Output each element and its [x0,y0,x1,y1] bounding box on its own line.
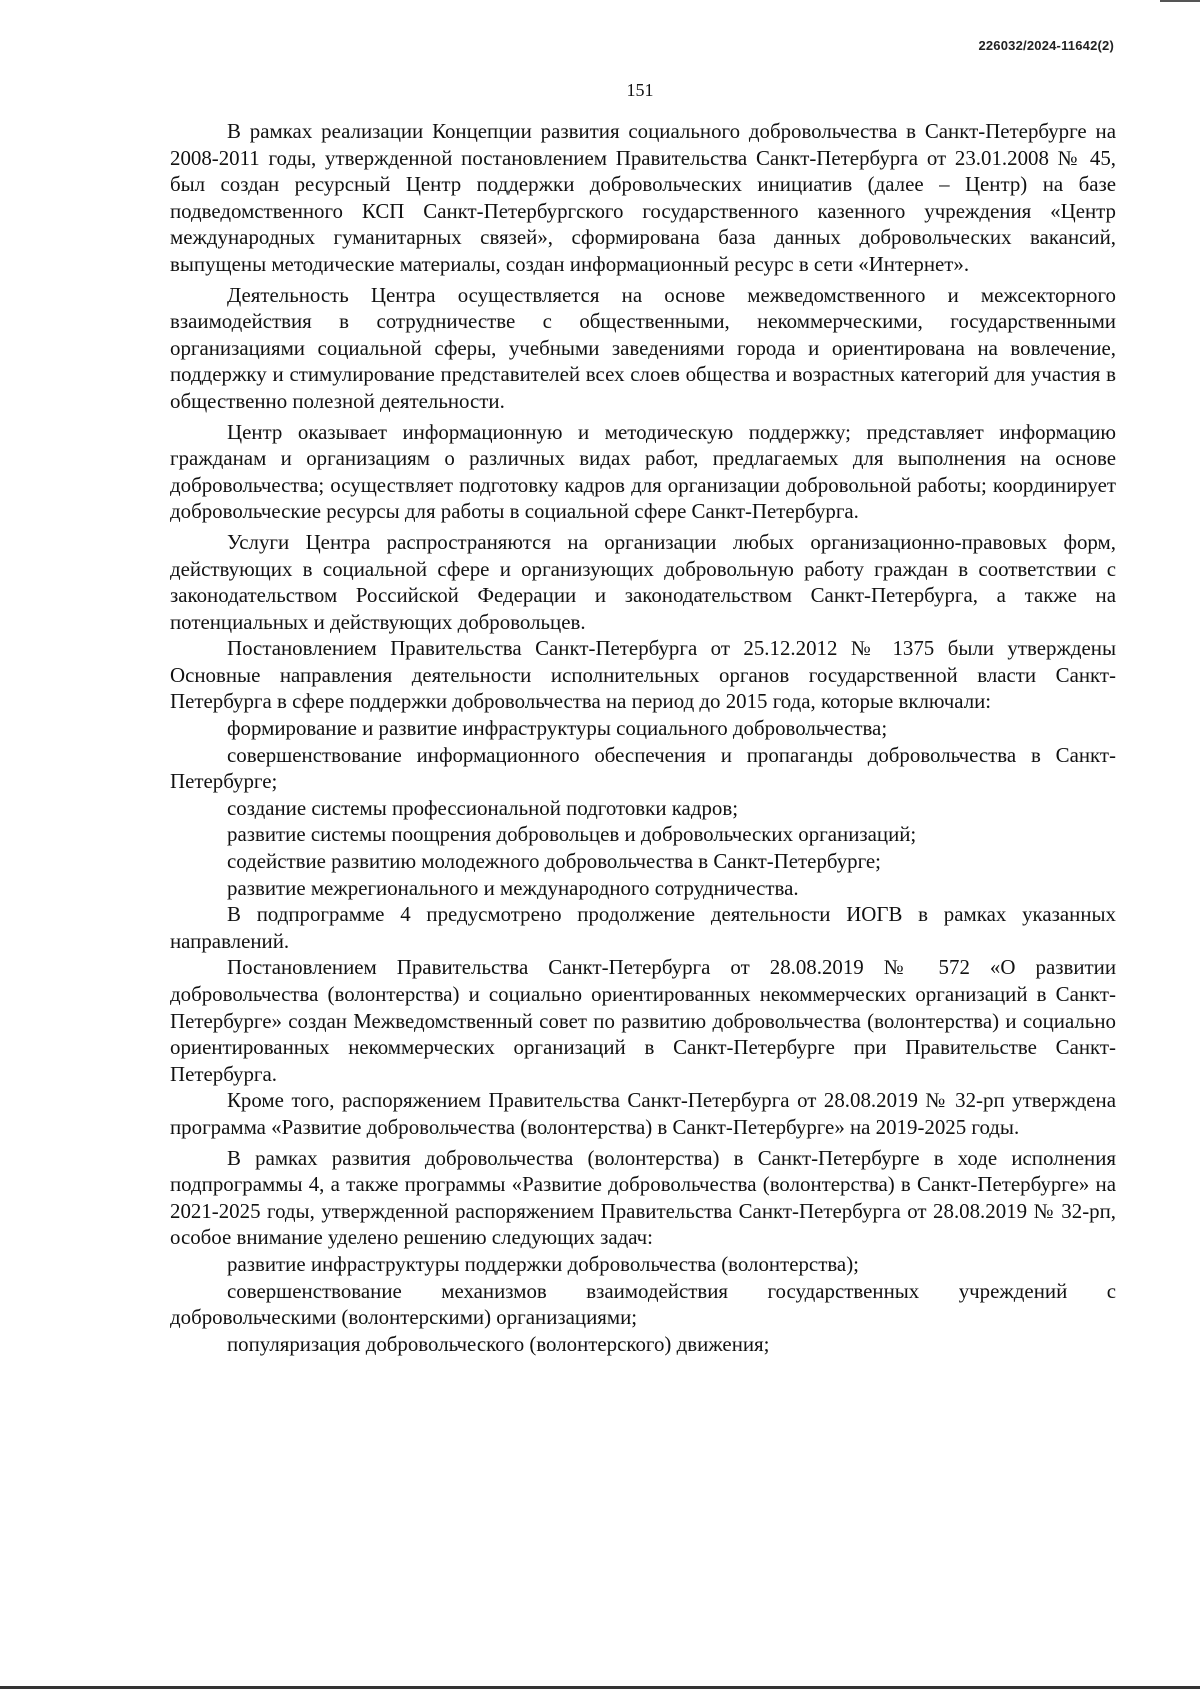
list-item-infrastructure: формирование и развитие инфраструктуры социального добровольчества; [227,716,888,741]
document-body [170,118,1116,1357]
list-item-information: совершенствование информационного обеспечения и пропаганды добровольчества в Санкт-Петербурге; [170,742,1116,794]
paragraph-concept-2008: В рамках реализации Концепции развития социального добровольчества в Санкт-Петербурге на 2008-2011 годы, утвержденной постановлением Правительства Санкт-Петербурга от 23.01.2008 № 45, был создан ресурсный Центр поддержки добровольческих инициатив (далее – Центр) на базе подведомственного КСП Санкт-Петербургского государственного казенного учреждения «Центр международных гуманитарных связей», сформирована база данных добровольческих вакансий, выпущены методические материалы, создан информационный ресурс в сети «Интернет». [170,119,1116,276]
document-registration-number: 226032/2024-11642(2) [978,38,1114,53]
list-item-task-popularization: популяризация добровольческого (волонтерского) движения; [227,1331,770,1356]
list-item-incentives: развитие системы поощрения добровольцев и добровольческих организаций; [227,822,917,847]
page-number: 151 [626,80,654,100]
paragraph-center-services: Услуги Центра распространяются на организации любых организационно-правовых форм, действующих в социальной сфере и организующих добровольную работу граждан в соответствии с законодательством Российской Федерации и законодательством Санкт-Петербурга, а также на потенциальных и действующих добровольцев. [170,529,1116,634]
paragraph-center-support: Центр оказывает информационную и методическую поддержку; представляет информацию гражданам и организациям о различных видах работ, предлагаемых для выполнения на основе добровольчества; осуществляет подготовку кадров для организации добровольной работы; координирует добровольческие ресурсы для работы в социальной сфере Санкт-Петербурга. [170,419,1116,524]
paragraph-resolution-1375: Постановлением Правительства Санкт-Петербурга от 25.12.2012 № 1375 были утверждены Основные направления деятельности исполнительных органов государственной власти Санкт-Петербурга в сфере поддержки добровольчества на период до 2015 года, которые включали: [170,636,1116,714]
paragraph-tasks-intro: В рамках развития добровольчества (волонтерства) в Санкт-Петербурге в ходе исполнения подпрограммы 4, а также программы «Развитие добровольчества (волонтерства) в Санкт-Петербурге» на 2021-2025 годы, утвержденной распоряжением Правительства Санкт-Петербурга от 28.08.2019 № 32-рп, особое внимание уделено решению следующих задач: [170,1145,1116,1250]
paragraph-resolution-572: Постановлением Правительства Санкт-Петербурга от 28.08.2019 № 572 «О развитии добровольчества (волонтерства) и социально ориентированных некоммерческих организаций в Санкт-Петербурге» создан Межведомственный совет по развитию добровольчества (волонтерства) и социально ориентированных некоммерческих организаций в Санкт-Петербурге при Правительстве Санкт-Петербурга. [170,955,1116,1086]
list-item-youth: содействие развитию молодежного добровольчества в Санкт-Петербурге; [227,849,881,874]
list-item-training: создание системы профессиональной подготовки кадров; [227,795,739,820]
scan-edge-mark [1160,0,1200,2]
paragraph-subprogram-4: В подпрограмме 4 предусмотрено продолжение деятельности ИОГВ в рамках указанных направлений. [170,902,1116,953]
list-item-task-interaction: совершенствование механизмов взаимодействия государственных учреждений с добровольческими (волонтерскими) организациями; [170,1278,1116,1330]
list-item-task-infrastructure: развитие инфраструктуры поддержки добровольчества (волонтерства); [227,1251,859,1276]
paragraph-center-activity: Деятельность Центра осуществляется на основе межведомственного и межсекторного взаимодействия в сотрудничестве с общественными, некоммерческими, государственными организациями социальной сферы, учебными заведениями города и ориентирована на вовлечение, поддержку и стимулирование представителей всех слоев общества и возрастных категорий для участия в общественно полезной деятельности. [170,282,1116,413]
scan-bottom-edge [0,1686,1200,1689]
paragraph-order-32rp: Кроме того, распоряжением Правительства Санкт-Петербурга от 28.08.2019 № 32-рп утверждена программа «Развитие добровольчества (волонтерства) в Санкт-Петербурге» на 2019-2025 годы. [170,1088,1116,1139]
list-item-cooperation: развитие межрегионального и международного сотрудничества. [227,875,799,900]
